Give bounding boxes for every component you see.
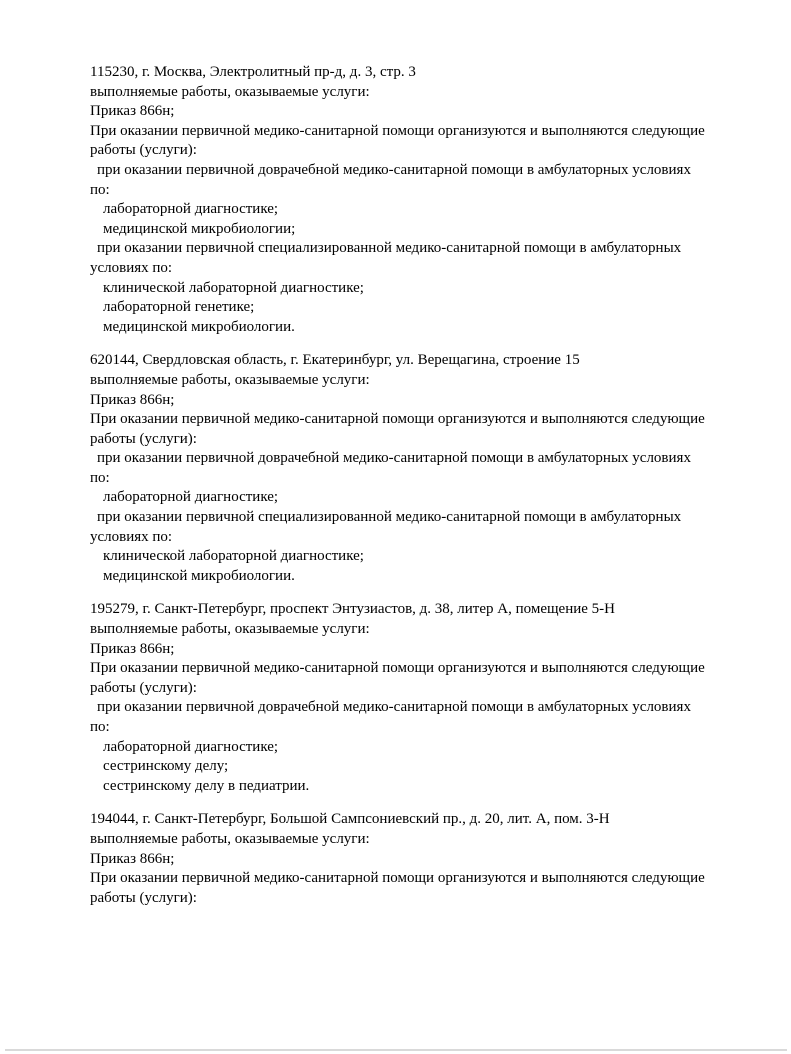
text-line: Приказ 866н; (90, 103, 175, 120)
text-line: сестринскому делу; (103, 758, 229, 775)
text-line: по: (90, 181, 110, 198)
text-line: по: (90, 469, 110, 486)
text-line: выполняемые работы, оказываемые услуги: (90, 371, 370, 388)
text-line: Приказ 866н; (90, 850, 175, 867)
text-line: клинической лабораторной диагностике; (103, 548, 364, 565)
text-line: клинической лабораторной диагностике; (103, 279, 364, 296)
text-line: Приказ 866н; (90, 391, 175, 408)
site-address: 195279, г. Санкт-Петербург, проспект Энтузиастов, д. 38, литер А, помещение 5-Н (90, 601, 615, 618)
text-line: выполняемые работы, оказываемые услуги: (90, 621, 370, 638)
text-line: работы (услуги): (90, 679, 197, 696)
site-address: 194044, г. Санкт-Петербург, Большой Сампсониевский пр., д. 20, лит. А, пом. 3-Н (90, 811, 610, 828)
text-line: Приказ 866н; (90, 640, 175, 657)
bottom-divider (5, 1049, 787, 1051)
text-line: лабораторной диагностике; (103, 489, 279, 506)
license-site-block (90, 63, 762, 337)
text-line: лабораторной генетике; (103, 299, 255, 316)
text-line: при оказании первичной доврачебной медико-санитарной помощи в амбулаторных условиях (97, 699, 691, 716)
text-line: При оказании первичной медико-санитарной помощи организуются и выполняются следующие (90, 660, 705, 677)
text-line: При оказании первичной медико-санитарной помощи организуются и выполняются следующие (90, 870, 705, 887)
text-line: лабораторной диагностике; (103, 738, 279, 755)
text-line: При оказании первичной медико-санитарной помощи организуются и выполняются следующие (90, 411, 705, 428)
text-line: работы (услуги): (90, 430, 197, 447)
text-line: сестринскому делу в педиатрии. (103, 777, 310, 794)
text-line: работы (услуги): (90, 889, 197, 906)
license-site-block (90, 351, 762, 586)
text-line: выполняемые работы, оказываемые услуги: (90, 830, 370, 847)
text-line: при оказании первичной доврачебной медико-санитарной помощи в амбулаторных условиях (97, 450, 691, 467)
site-address: 620144, Свердловская область, г. Екатеринбург, ул. Верещагина, строение 15 (90, 352, 580, 369)
text-line: условиях по: (90, 528, 173, 545)
text-line: лабораторной диагностике; (103, 201, 279, 218)
text-line: при оказании первичной специализированной медико-санитарной помощи в амбулаторных (97, 240, 682, 257)
site-address: 115230, г. Москва, Электролитный пр-д, д. 3, стр. 3 (90, 64, 416, 80)
license-site-block (90, 600, 762, 796)
text-line: условиях по: (90, 259, 173, 276)
text-line: при оказании первичной доврачебной медико-санитарной помощи в амбулаторных условиях (97, 161, 691, 178)
text-line: работы (услуги): (90, 142, 197, 159)
text-line: При оказании первичной медико-санитарной помощи организуются и выполняются следующие (90, 122, 705, 139)
license-site-block (90, 810, 762, 908)
document-body (90, 63, 762, 922)
text-line: по: (90, 719, 110, 735)
text-line: при оказании первичной специализированной медико-санитарной помощи в амбулаторных (97, 509, 682, 526)
text-line: медицинской микробиологии. (103, 567, 295, 584)
text-line: выполняемые работы, оказываемые услуги: (90, 83, 370, 100)
text-line: медицинской микробиологии. (103, 318, 295, 335)
text-line: медицинской микробиологии; (103, 220, 296, 237)
